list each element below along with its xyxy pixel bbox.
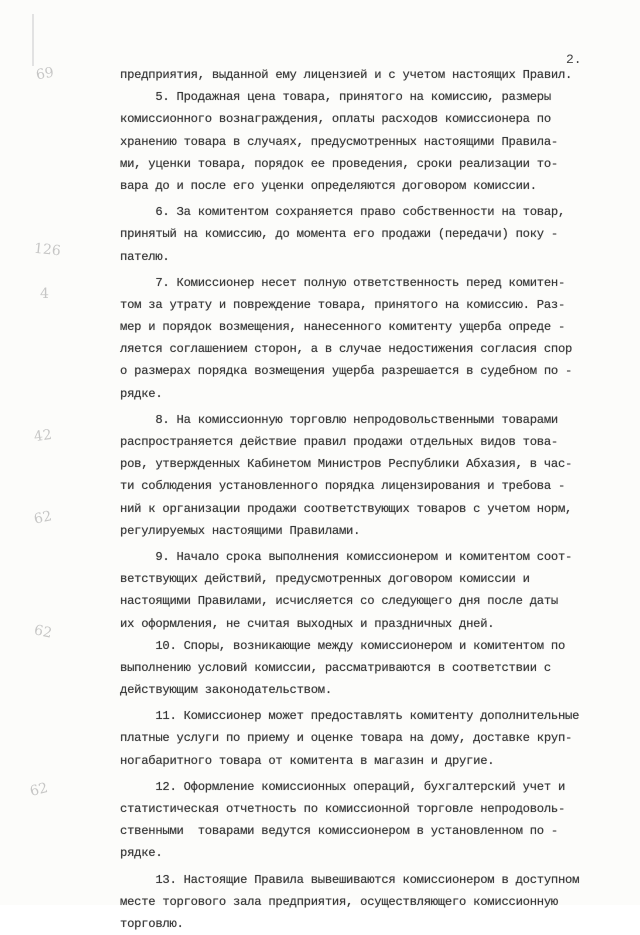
text-line: распространяется действие правил продажи отдельных видов това- bbox=[120, 435, 558, 449]
text-line: вара до и после его уценки определяются договором комиссии. bbox=[120, 178, 537, 193]
text-line: ти соблюдения установленного порядка лицензирования и требова - bbox=[120, 479, 566, 494]
margin-note: 62 bbox=[32, 622, 54, 642]
text-line: ляется соглашением сторон, а в случае недостижения согласия спор bbox=[120, 342, 573, 357]
text-line: настоящими Правилами, исчисляется со следующего дня после даты bbox=[120, 594, 558, 609]
text-line: ний к организации продажи соответствующих товаров с учетом норм, bbox=[120, 501, 573, 516]
text-line: хранению товара в случаях, предусмотренных настоящими Правила- bbox=[120, 134, 558, 149]
margin-note: 126 bbox=[33, 240, 62, 260]
page-number: 2. bbox=[566, 52, 582, 67]
document-body bbox=[120, 64, 620, 935]
margin-note: 4 bbox=[40, 286, 49, 302]
text-line: статистическая отчетность по комиссионной торговле непродоволь- bbox=[120, 802, 566, 816]
text-line: рядке. bbox=[120, 846, 163, 861]
text-line: ров, утвержденных Кабинетом Министров Республики Абхазия, в час- bbox=[120, 457, 573, 472]
text-line: ногабаритного товара от комитента в магазин и другие. bbox=[120, 753, 495, 768]
text-line: предприятия, выданной ему лицензией и с учетом настоящих Правил. bbox=[120, 68, 573, 82]
text-line: пателю. bbox=[120, 249, 170, 264]
text-line: 13. Настоящие Правила вывешиваются комиссионером в доступном bbox=[120, 872, 580, 887]
text-line: платные услуги по приему и оценке товара на дому, доставке круп- bbox=[120, 731, 573, 746]
text-line: 8. На комиссионную торговлю непродовольственными товарами bbox=[120, 412, 558, 427]
text-line: 6. За комитентом сохраняется право собственности на товар, bbox=[120, 205, 566, 220]
text-line: 5. Продажная цена товара, принятого на комиссию, размеры bbox=[120, 90, 551, 105]
text-line: том за утрату и повреждение товара, принятого на комиссию. Раз- bbox=[120, 297, 566, 312]
text-line: ственными товарами ведутся комиссионером в установленном по - bbox=[120, 824, 558, 839]
margin-note: 69 bbox=[34, 64, 56, 84]
text-line: комиссионного вознаграждения, оплаты расходов комиссионера по bbox=[120, 112, 551, 127]
text-line: 7. Комиссионер несет полную ответственность перед комитен- bbox=[120, 275, 566, 290]
text-line: месте торгового зала предприятия, осуществляющего комиссионную bbox=[120, 894, 558, 909]
margin-scan-mark bbox=[32, 14, 34, 66]
text-line: 9. Начало срока выполнения комиссионером и комитентом соот- bbox=[120, 549, 573, 564]
text-line: ми, уценки товара, порядок ее проведения, сроки реализации то- bbox=[120, 156, 558, 171]
text-line: действующим законодательством. bbox=[120, 683, 332, 698]
text-line: торговлю. bbox=[120, 916, 184, 931]
text-line: мер и порядок возмещения, нанесенного комитенту ущерба опреде - bbox=[120, 320, 566, 335]
margin-note: 42 bbox=[32, 426, 53, 446]
margin-note: 62 bbox=[32, 508, 54, 528]
text-line: о размерах порядка возмещения ущерба разрешается в судебном по - bbox=[120, 364, 573, 379]
text-line: 11. Комиссионер может предоставлять комитенту дополнительные bbox=[120, 709, 580, 724]
text-line: регулируемых настоящими Правилами. bbox=[120, 523, 361, 538]
text-line: их оформления, не считая выходных и праздничных дней. bbox=[120, 616, 495, 631]
text-line: ветствующих действий, предусмотренных договором комиссии и bbox=[120, 572, 530, 587]
text-line: выполнению условий комиссии, рассматриваются в соответствии с bbox=[120, 660, 551, 675]
text-line: 10. Споры, возникающие между комиссионером и комитентом по bbox=[120, 638, 566, 653]
text-line: рядке. bbox=[120, 386, 163, 401]
margin-note: 62 bbox=[28, 780, 50, 800]
text-line: принятый на комиссию, до момента его продажи (передачи) поку - bbox=[120, 227, 558, 242]
text-line: 12. Оформление комиссионных операций, бухгалтерский учет и bbox=[120, 779, 566, 794]
